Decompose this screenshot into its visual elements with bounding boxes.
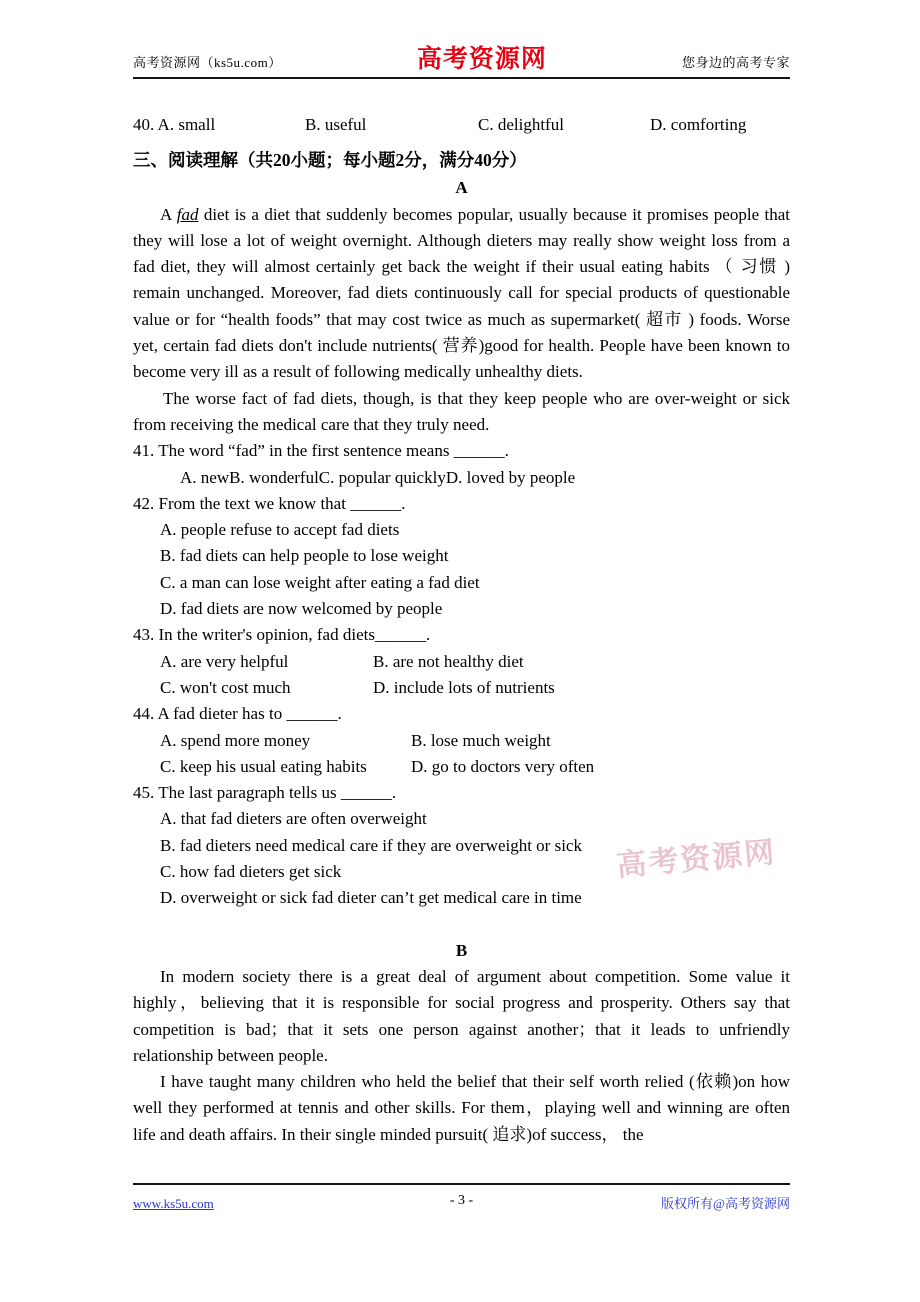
section-heading: 三、阅读理解（共20小题；每小题2分，满分40分） — [133, 150, 527, 171]
q44-options-row-1 — [133, 728, 790, 754]
q40-option-c: C. delightful — [478, 115, 564, 134]
question-43-stem: 43. In the writer's opinion, fad diets______. — [133, 625, 431, 645]
q45-option-a: A. that fad dieters are often overweight — [160, 809, 427, 829]
q43-option-b: B. are not healthy diet — [373, 651, 524, 671]
passage-a-p1-before: A — [160, 204, 177, 224]
page-header — [133, 46, 790, 79]
question-45-stem: 45. The last paragraph tells us ______. — [133, 783, 397, 803]
passage-b-paragraph-1: In modern society there is a great deal of argument about competition. Some value it highly，believing that it is responsible for social progress and prosperity. Others say that competition is bad；that it sets one person against another；that it leads to unfriendly relationship between people. — [133, 966, 790, 1065]
q44-option-b: B. lose much weight — [411, 730, 551, 750]
q40-option-d: D. comforting — [650, 115, 747, 134]
header-tagline: 您身边的高考专家 — [681, 55, 790, 70]
passage-a-p1-after: diet is a diet that suddenly becomes popular, usually because it promises people that they will lose a lot of weight overnight. Although dieters may really show weight loss from a fad diet, they will almost certainly get back the weight if their usual eating habits （ 习惯 ) remain unchanged. Moreover, fad diets continuously call for special products of questionable value or for “health foods” that may cost twice as much as supermarket( 超市 ) foods. Worse yet, certain fad diets don't include nutrients( 营养)good for health. People have been known to become very ill as a result of following medically unhealthy diets. — [133, 204, 790, 382]
exam-content — [133, 112, 790, 1148]
q43-option-d: D. include lots of nutrients — [373, 677, 555, 697]
q42-option-a: A. people refuse to accept fad diets — [160, 520, 400, 540]
q44-option-a: A. spend more money — [160, 730, 311, 750]
passage-b-paragraph-2: I have taught many children who held the belief that their self worth relied (依赖)on how well they performed at tennis and other skills. For them，playing well and winning are often life and death affairs. In their single minded pursuit( 追求)of success， the — [133, 1072, 790, 1144]
q40-option-b: B. useful — [305, 115, 367, 134]
question-41-stem: 41. The word “fad” in the first sentence means ______. — [133, 441, 509, 461]
q43-option-c: C. won't cost much — [160, 677, 291, 697]
fad-term: fad — [176, 204, 199, 224]
q42-option-d: D. fad diets are now welcomed by people — [160, 599, 443, 619]
q43-options-row-1 — [133, 649, 790, 675]
passage-a-paragraph-2: The worse fact of fad diets, though, is that they keep people who are over-weight or sick from receiving the medical care that they truly need. — [133, 388, 790, 434]
footer-site-link[interactable]: www.ks5u.com — [133, 1196, 214, 1211]
q42-option-c: C. a man can lose weight after eating a fad diet — [160, 572, 480, 592]
q45-option-d: D. overweight or sick fad dieter can’t get medical care in time — [160, 888, 582, 908]
q43-option-a: A. are very helpful — [160, 651, 289, 671]
page-number: - 3 - — [449, 1193, 474, 1208]
question-40-options-row — [133, 112, 790, 138]
question-44-stem: 44. A fad dieter has to ______. — [133, 704, 342, 724]
passage-b-label: B — [455, 940, 468, 960]
q43-options-row-2 — [133, 675, 790, 701]
site-logo: 高考资源网 — [416, 44, 547, 73]
q44-option-c: C. keep his usual eating habits — [160, 756, 367, 776]
question-42-stem: 42. From the text we know that ______. — [133, 493, 406, 513]
q45-option-b: B. fad dieters need medical care if they are overweight or sick — [160, 835, 582, 855]
passage-a-paragraph-1 — [133, 202, 790, 386]
q42-option-b: B. fad diets can help people to lose weight — [160, 546, 449, 566]
q44-options-row-2 — [133, 754, 790, 780]
q40-option-a: 40. A. small — [133, 115, 216, 134]
watermark-text: 高考资源网 — [615, 835, 778, 884]
page-footer — [133, 1183, 790, 1212]
q44-option-d: D. go to doctors very often — [411, 756, 595, 776]
passage-a-label: A — [455, 178, 468, 198]
header-site-name: 高考资源网（ks5u.com） — [133, 55, 282, 70]
question-41-options: A. newB. wonderfulC. popular quicklyD. loved by people — [180, 467, 576, 487]
q45-option-c: C. how fad dieters get sick — [160, 862, 342, 882]
footer-copyright: 版权所有@高考资源网 — [661, 1196, 790, 1211]
